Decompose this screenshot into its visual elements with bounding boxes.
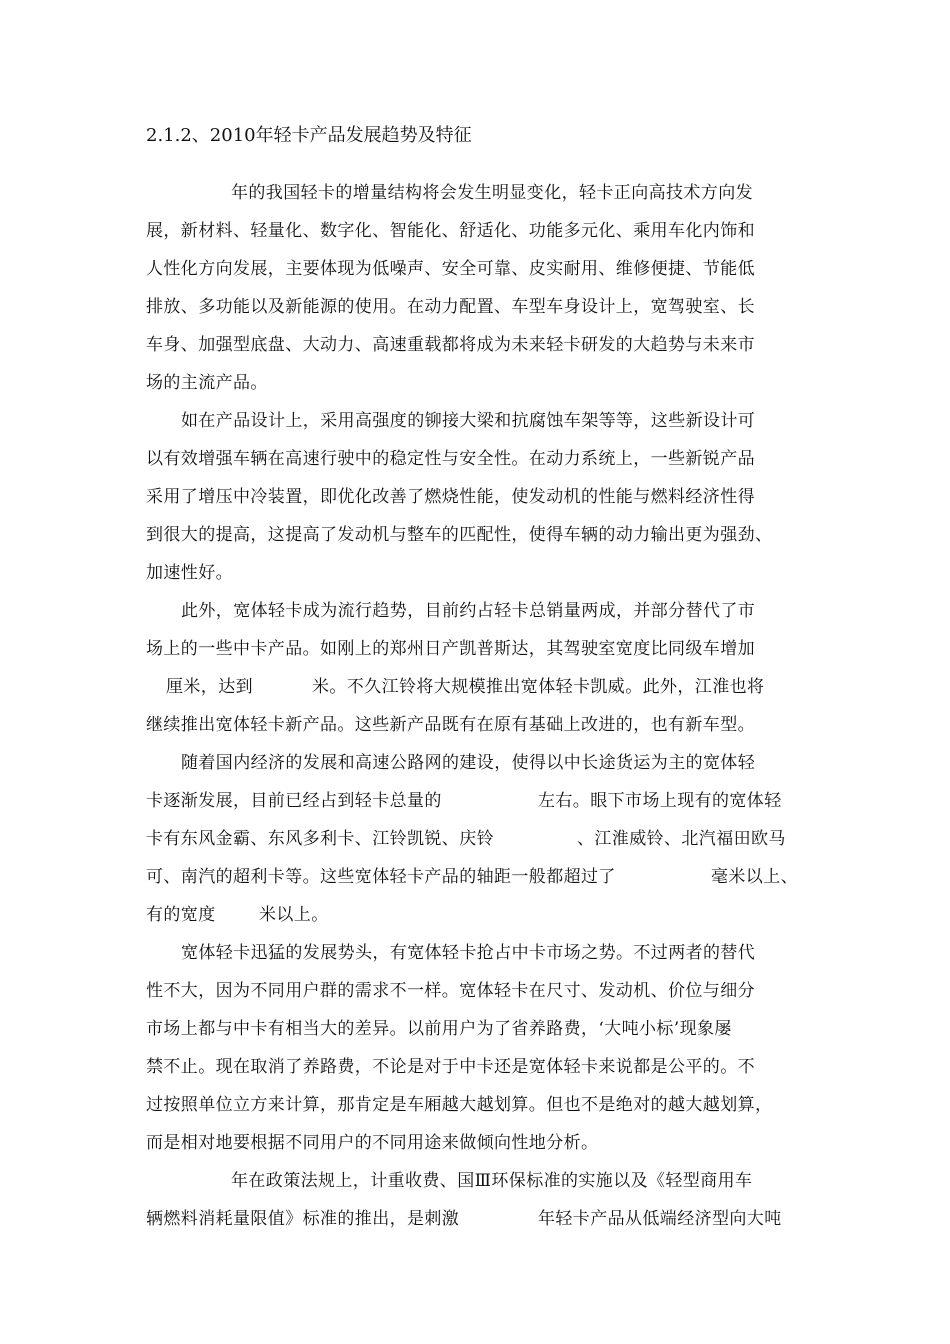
paragraph-line: 年在政策法规上，计重收费、国Ⅲ环保标准的实施以及《轻型商用车: [231, 1171, 753, 1191]
paragraph-line: 车身、加强型底盘、大动力、高速重载都将成为未来轻卡研发的大趋势与未来市: [146, 335, 755, 355]
paragraph-line-fragment: 卡逐渐发展，目前已经占到轻卡总量的: [146, 791, 442, 811]
paragraph-line: 禁不止。现在取消了养路费，不论是对于中卡还是宽体轻卡来说都是公平的。不: [146, 1057, 755, 1077]
paragraph-line-fragment: 左右。眼下市场上现有的宽体轻: [538, 791, 782, 811]
paragraph-line: 场的主流产品。: [146, 373, 268, 393]
paragraph-line: 场上的一些中卡产品。如刚上的郑州日产凯普斯达，其驾驶室宽度比同级车增加: [146, 639, 755, 659]
paragraph-line-fragment: 有的宽度: [146, 905, 216, 925]
paragraph-line-fragment: 可、南汽的超利卡等。这些宽体轻卡产品的轴距一般都超过了: [146, 867, 616, 887]
paragraph-line-fragment: 毫米以上、: [711, 867, 798, 887]
paragraph-line-fragment: 厘米，达到: [166, 677, 253, 697]
paragraph-line: 宽体轻卡迅猛的发展势头，有宽体轻卡抢占中卡市场之势。不过两者的替代: [181, 943, 756, 963]
paragraph-line-fragment: 、江淮威铃、北汽福田欧马: [577, 829, 786, 849]
paragraph-line: 过按照单位立方来计算，那肯定是车厢越大越划算。但也不是绝对的越大越划算，: [146, 1095, 773, 1115]
section-heading: 2.1.2、2010年轻卡产品发展趋势及特征: [146, 125, 472, 146]
paragraph-line: 年的我国轻卡的增量结构将会发生明显变化，轻卡正向高技术方向发: [231, 183, 753, 203]
paragraph-line: 性不大，因为不同用户群的需求不一样。宽体轻卡在尺寸、发动机、价位与细分: [146, 981, 755, 1001]
paragraph-line-fragment: 辆燃料消耗量限值》标准的推出，是刺激: [146, 1209, 460, 1229]
paragraph-line-fragment: 年轻卡产品从低端经济型向大吨: [538, 1209, 782, 1229]
paragraph-line: 以有效增强车辆在高速行驶中的稳定性与安全性。在动力系统上，一些新锐产品: [146, 449, 755, 469]
paragraph-line: 而是相对地要根据不同用户的不同用途来做倾向性地分析。: [146, 1133, 599, 1153]
paragraph-line: 采用了增压中冷装置，即优化改善了燃烧性能，使发动机的性能与燃料经济性得: [146, 487, 755, 507]
paragraph-line-fragment: 卡有东风金霸、东风多利卡、江铃凯锐、庆铃: [146, 829, 494, 849]
paragraph-line: 此外，宽体轻卡成为流行趋势，目前约占轻卡总销量两成，并部分替代了市: [181, 601, 756, 621]
paragraph-line-fragment: 米以上。: [259, 905, 329, 925]
paragraph-line: 加速性好。: [146, 563, 233, 583]
paragraph-line-fragment: 米。不久江铃将大规模推出宽体轻卡凯威。此外，江淮也将: [312, 677, 765, 697]
paragraph-line: 展，新材料、轻量化、数字化、智能化、舒适化、功能多元化、乘用车化内饰和: [146, 221, 755, 241]
paragraph-line: 市场上都与中卡有相当大的差异。以前用户为了省养路费，‘大吨小标’现象屡: [146, 1019, 732, 1039]
paragraph-line: 人性化方向发展，主要体现为低噪声、安全可靠、皮实耐用、维修便捷、节能低: [146, 259, 755, 279]
paragraph-line: 到很大的提高，这提高了发动机与整车的匹配性，使得车辆的动力输出更为强劲、: [146, 525, 773, 545]
paragraph-line: 排放、多功能以及新能源的使用。在动力配置、车型车身设计上，宽驾驶室、长: [146, 297, 755, 317]
paragraph-line: 随着国内经济的发展和高速公路网的建设，使得以中长途货运为主的宽体轻: [181, 753, 756, 773]
paragraph-line: 如在产品设计上，采用高强度的铆接大梁和抗腐蚀车架等等，这些新设计可: [181, 411, 756, 431]
paragraph-line: 继续推出宽体轻卡新产品。这些新产品既有在原有基础上改进的，也有新车型。: [146, 715, 755, 735]
